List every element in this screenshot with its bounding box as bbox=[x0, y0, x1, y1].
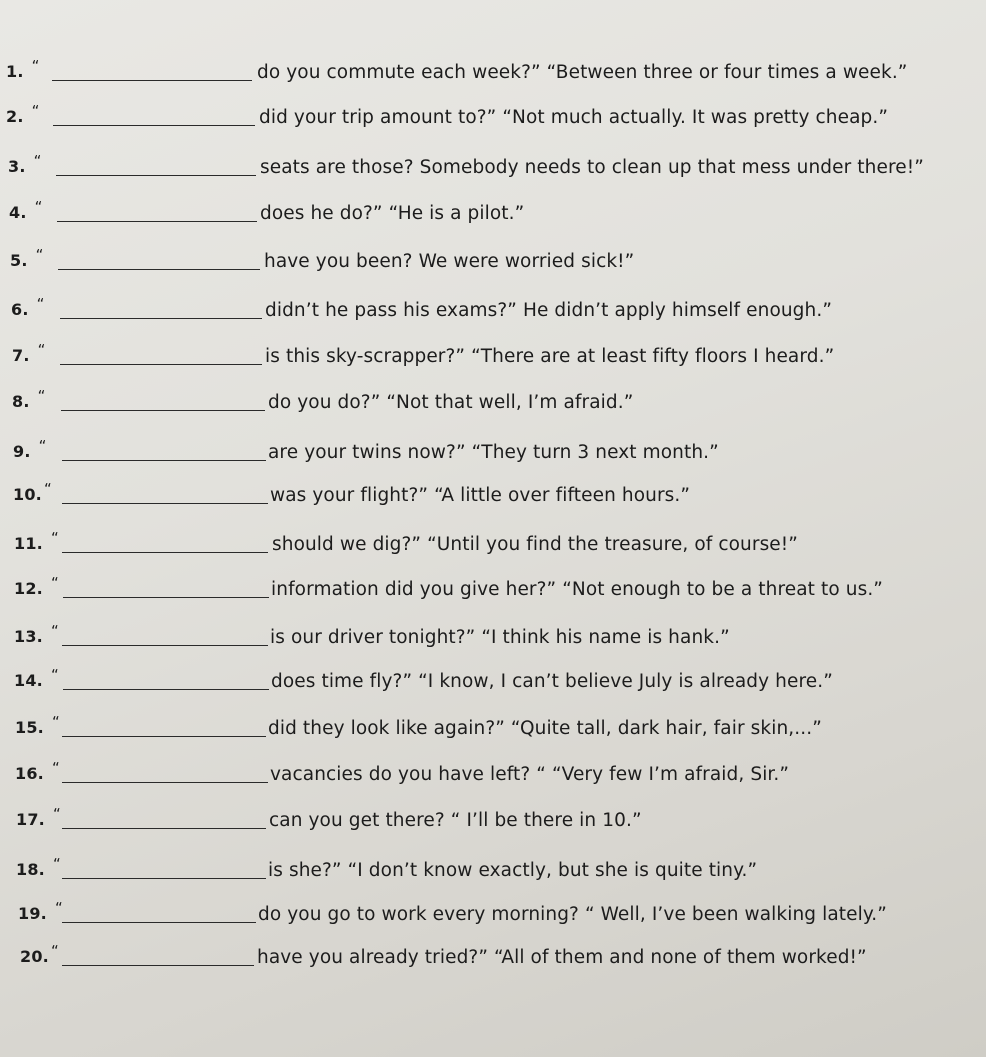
question-number: 6. bbox=[11, 300, 29, 319]
question-text: do you go to work every morning? “ Well, I’ve been walking lately.” bbox=[258, 904, 887, 925]
question-row-4 bbox=[0, 194, 986, 224]
answer-blank[interactable] bbox=[63, 597, 269, 598]
question-number: 13. bbox=[14, 627, 43, 646]
open-quote: “ bbox=[38, 437, 47, 455]
question-text: do you do?” “Not that well, I’m afraid.” bbox=[268, 392, 634, 413]
open-quote: “ bbox=[35, 246, 44, 264]
question-text: are your twins now?” “They turn 3 next month.” bbox=[268, 442, 719, 463]
question-number: 20. bbox=[20, 947, 49, 966]
question-text: is our driver tonight?” “I think his name is hank.” bbox=[270, 627, 730, 648]
open-quote: “ bbox=[37, 341, 46, 359]
question-number: 1. bbox=[6, 62, 24, 81]
open-quote: “ bbox=[50, 666, 59, 684]
open-quote: “ bbox=[54, 899, 63, 917]
question-row-20 bbox=[0, 938, 986, 968]
question-row-8 bbox=[0, 383, 986, 413]
question-row-11 bbox=[0, 525, 986, 555]
open-quote: “ bbox=[52, 805, 61, 823]
question-text: vacancies do you have left? “ “Very few I’m afraid, Sir.” bbox=[270, 764, 790, 785]
answer-blank[interactable] bbox=[62, 922, 256, 923]
question-row-18 bbox=[0, 851, 986, 881]
question-text: do you commute each week?” “Between three or four times a week.” bbox=[257, 62, 908, 83]
question-row-2 bbox=[0, 98, 986, 128]
question-text: have you been? We were worried sick!” bbox=[264, 251, 635, 272]
question-row-15 bbox=[0, 709, 986, 739]
answer-blank[interactable] bbox=[60, 318, 262, 319]
open-quote: “ bbox=[33, 152, 42, 170]
question-text: did your trip amount to?” “Not much actually. It was pretty cheap.” bbox=[259, 107, 889, 128]
question-text: is this sky-scrapper?” “There are at least fifty floors I heard.” bbox=[265, 346, 835, 367]
question-row-13 bbox=[0, 618, 986, 648]
answer-blank[interactable] bbox=[62, 503, 268, 504]
question-text: was your flight?” “A little over fifteen hours.” bbox=[270, 485, 691, 506]
question-text: have you already tried?” “All of them and none of them worked!” bbox=[257, 947, 867, 968]
open-quote: “ bbox=[37, 387, 46, 405]
question-number: 7. bbox=[12, 346, 30, 365]
answer-blank[interactable] bbox=[63, 689, 269, 690]
question-row-12 bbox=[0, 570, 986, 600]
answer-blank[interactable] bbox=[57, 221, 257, 222]
question-row-6 bbox=[0, 291, 986, 321]
question-text: does time fly?” “I know, I can’t believe July is already here.” bbox=[271, 671, 833, 692]
question-text: should we dig?” “Until you find the treasure, of course!” bbox=[272, 534, 798, 555]
question-number: 16. bbox=[15, 764, 44, 783]
question-text: seats are those? Somebody needs to clean up that mess under there!” bbox=[260, 157, 924, 178]
open-quote: “ bbox=[36, 295, 45, 313]
question-number: 12. bbox=[14, 579, 43, 598]
question-number: 5. bbox=[10, 251, 28, 270]
question-row-10 bbox=[0, 476, 986, 506]
answer-blank[interactable] bbox=[62, 965, 254, 966]
answer-blank[interactable] bbox=[62, 878, 266, 879]
question-number: 11. bbox=[14, 534, 43, 553]
question-row-1 bbox=[0, 53, 986, 83]
question-number: 14. bbox=[14, 671, 43, 690]
answer-blank[interactable] bbox=[62, 782, 268, 783]
question-text: is she?” “I don’t know exactly, but she is quite tiny.” bbox=[268, 860, 758, 881]
answer-blank[interactable] bbox=[58, 269, 260, 270]
question-row-5 bbox=[0, 242, 986, 272]
answer-blank[interactable] bbox=[62, 736, 266, 737]
question-row-3 bbox=[0, 148, 986, 178]
answer-blank[interactable] bbox=[61, 410, 265, 411]
answer-blank[interactable] bbox=[56, 175, 256, 176]
open-quote: “ bbox=[51, 759, 60, 777]
answer-blank[interactable] bbox=[53, 125, 255, 126]
question-text: didn’t he pass his exams?” He didn’t apply himself enough.” bbox=[265, 300, 833, 321]
answer-blank[interactable] bbox=[62, 645, 268, 646]
question-row-14 bbox=[0, 662, 986, 692]
question-text: does he do?” “He is a pilot.” bbox=[260, 203, 525, 224]
question-row-9 bbox=[0, 433, 986, 463]
question-number: 2. bbox=[6, 107, 24, 126]
question-number: 4. bbox=[9, 203, 27, 222]
open-quote: “ bbox=[50, 529, 59, 547]
question-text: did they look like again?” “Quite tall, dark hair, fair skin,...” bbox=[268, 718, 822, 739]
open-quote: “ bbox=[43, 480, 52, 498]
question-number: 9. bbox=[13, 442, 31, 461]
answer-blank[interactable] bbox=[60, 364, 262, 365]
question-text: can you get there? “ I’ll be there in 10.” bbox=[269, 810, 642, 831]
question-row-16 bbox=[0, 755, 986, 785]
question-number: 18. bbox=[16, 860, 45, 879]
question-number: 19. bbox=[18, 904, 47, 923]
open-quote: “ bbox=[50, 942, 59, 960]
answer-blank[interactable] bbox=[62, 828, 266, 829]
answer-blank[interactable] bbox=[62, 552, 268, 553]
open-quote: “ bbox=[51, 713, 60, 731]
open-quote: “ bbox=[31, 57, 40, 75]
open-quote: “ bbox=[50, 622, 59, 640]
open-quote: “ bbox=[52, 855, 61, 873]
question-row-17 bbox=[0, 801, 986, 831]
open-quote: “ bbox=[31, 102, 40, 120]
question-number: 10. bbox=[13, 485, 42, 504]
open-quote: “ bbox=[34, 198, 43, 216]
question-number: 8. bbox=[12, 392, 30, 411]
question-row-19 bbox=[0, 895, 986, 925]
question-text: information did you give her?” “Not enough to be a threat to us.” bbox=[271, 579, 883, 600]
question-number: 15. bbox=[15, 718, 44, 737]
open-quote: “ bbox=[50, 574, 59, 592]
answer-blank[interactable] bbox=[52, 80, 252, 81]
question-row-7 bbox=[0, 337, 986, 367]
question-number: 17. bbox=[16, 810, 45, 829]
question-number: 3. bbox=[8, 157, 26, 176]
answer-blank[interactable] bbox=[62, 460, 266, 461]
